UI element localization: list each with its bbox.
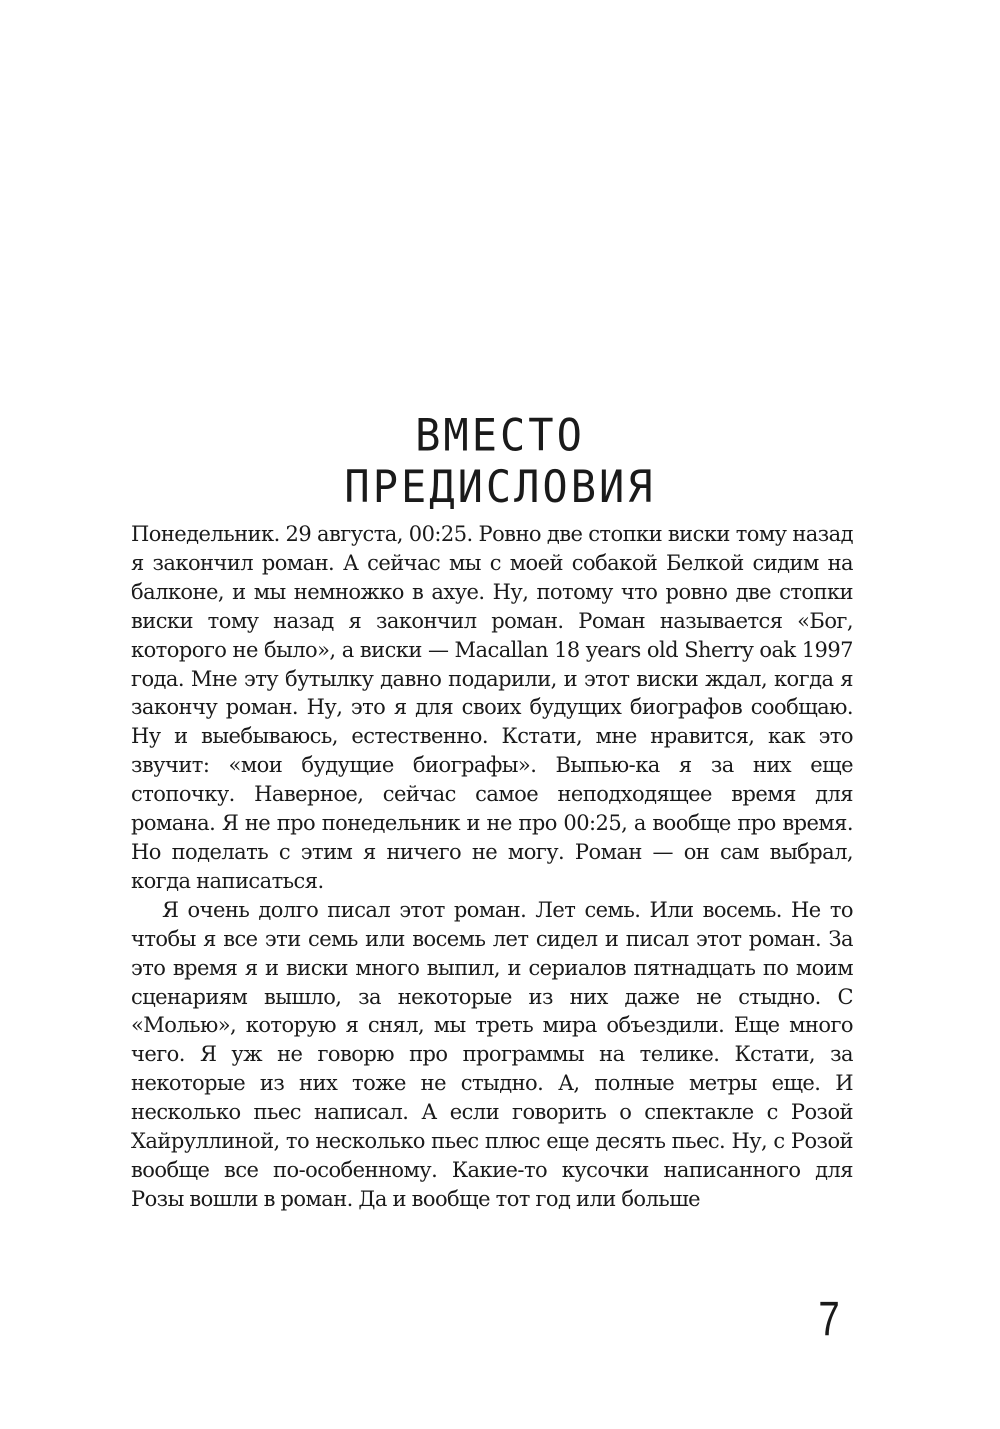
paragraph-2: Я очень долго писал этот роман. Лет семь. Или восемь. Не то чтобы я все эти семь или восемь лет сидел и писал этот роман. За это время я и виски много выпил, и сериалов пятнадцать по моим сценариям вышло, за некоторые из них даже не стыдно. С «Молью», которую я снял, мы треть мира объездили. Еще много чего. Я уж не говорю про программы на телике. Кстати, за некоторые из них тоже не стыдно. А, полные метры еще. И несколько пьес написал. А если говорить о спектакле с Розой Хайруллиной, то несколько пьес плюс еще десять пьес. Ну, с Розой вообще все по-особенному. Какие-то кусочки написанного для Розы вошли в роман. Да и вообще тот год или больше — [131, 897, 853, 1211]
chapter-title-line-2: ПРЕДИСЛОВИЯ — [344, 461, 656, 513]
page-number: 7 — [818, 1293, 840, 1346]
body-text — [131, 520, 853, 1214]
paragraph-1: Понедельник. 29 августа, 00:25. Ровно две стопки виски тому назад я закончил роман. А сейчас мы с моей собакой Белкой сидим на балконе, и мы немножко в ахуе. Ну, потому что ровно две стопки виски тому назад я закончил роман. Роман называется «Бог, которого не было», а виски — Macallan 18 years old Sherry oak 1997 года. Мне эту бутылку давно подарили, и этот виски ждал, когда я закончу роман. Ну, это я для своих будущих биографов сообщаю. Ну и выебываюсь, естественно. Кстати, мне нравится, как это звучит: «мои будущие биографы». Выпью-ка я за них еще стопочку. Наверное, сейчас самое неподходящее время для романа. Я не про понедельник и не про 00:25, а вообще про время. Но поделать с этим я ничего не могу. Роман — он сам выбрал, когда написаться. — [131, 522, 853, 893]
chapter-title — [0, 410, 1000, 513]
chapter-title-line-1: ВМЕСТО — [415, 409, 585, 462]
